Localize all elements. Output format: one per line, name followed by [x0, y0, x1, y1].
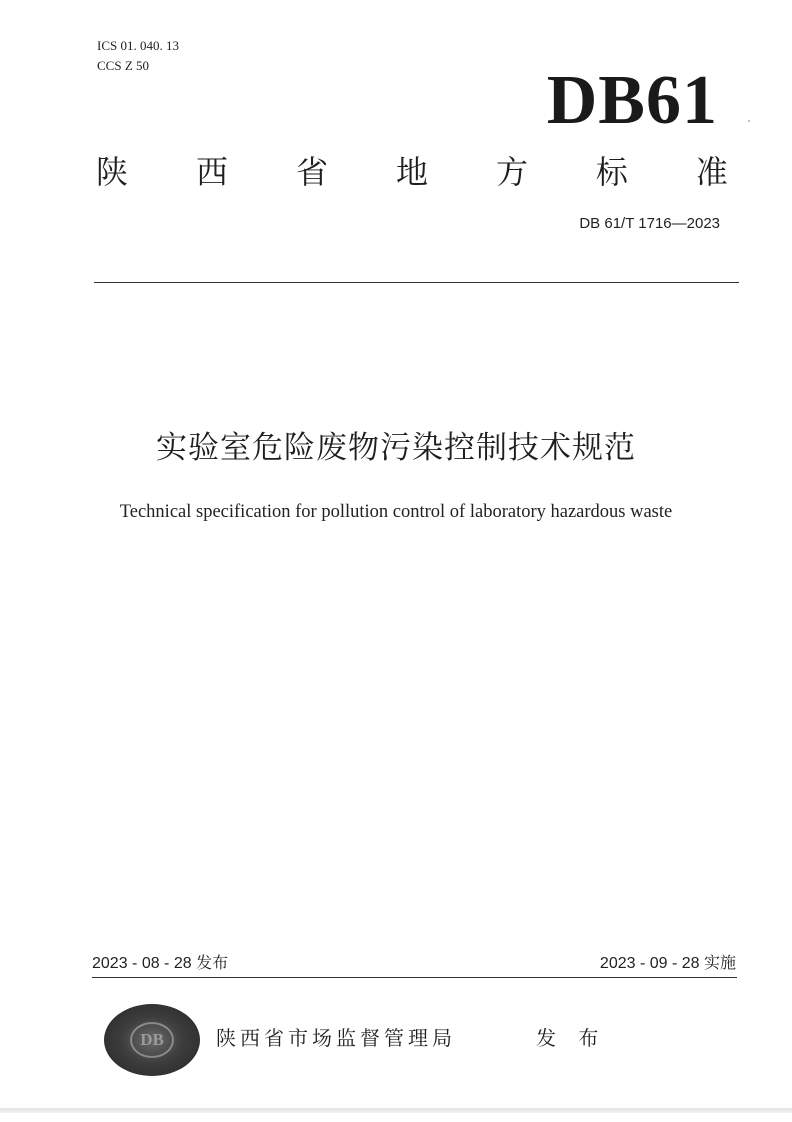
seal-mark: DB: [140, 1030, 164, 1049]
standard-type-char: 省: [295, 153, 328, 191]
header-divider: [94, 282, 739, 283]
ccs-code: CCS Z 50: [97, 58, 150, 73]
official-seal-icon: [104, 1004, 200, 1076]
ics-code: ICS 01. 040. 13: [97, 38, 179, 53]
standard-type-char: 地: [395, 153, 428, 191]
implementation-date: 2023 - 09 - 28 实施: [599, 955, 736, 972]
seal-inner-ring: [130, 1022, 174, 1058]
db61-logo: DB61: [546, 62, 718, 139]
standard-type-char: 标: [595, 153, 628, 191]
scan-speck: [748, 120, 750, 122]
footer-divider: [92, 977, 737, 978]
issuing-authority: 陕西省市场监督管理局: [216, 1026, 456, 1050]
standard-type: [96, 150, 728, 194]
standard-type-char: 方: [495, 153, 528, 191]
title-chinese: 实验室危险废物污染控制技术规范: [156, 430, 636, 466]
issue-label: 发 布: [536, 1026, 607, 1050]
standard-type-char: 西: [195, 153, 228, 191]
standard-type-char: 陕: [96, 153, 129, 191]
scan-edge: [0, 1108, 792, 1113]
title-english: Technical specification for pollution control of laboratory hazardous waste: [119, 502, 673, 522]
issue-date: 2023 - 08 - 28 发布: [92, 955, 229, 972]
standard-type-char: 准: [695, 153, 728, 191]
standard-number: DB 61/T 1716—2023: [579, 215, 720, 232]
